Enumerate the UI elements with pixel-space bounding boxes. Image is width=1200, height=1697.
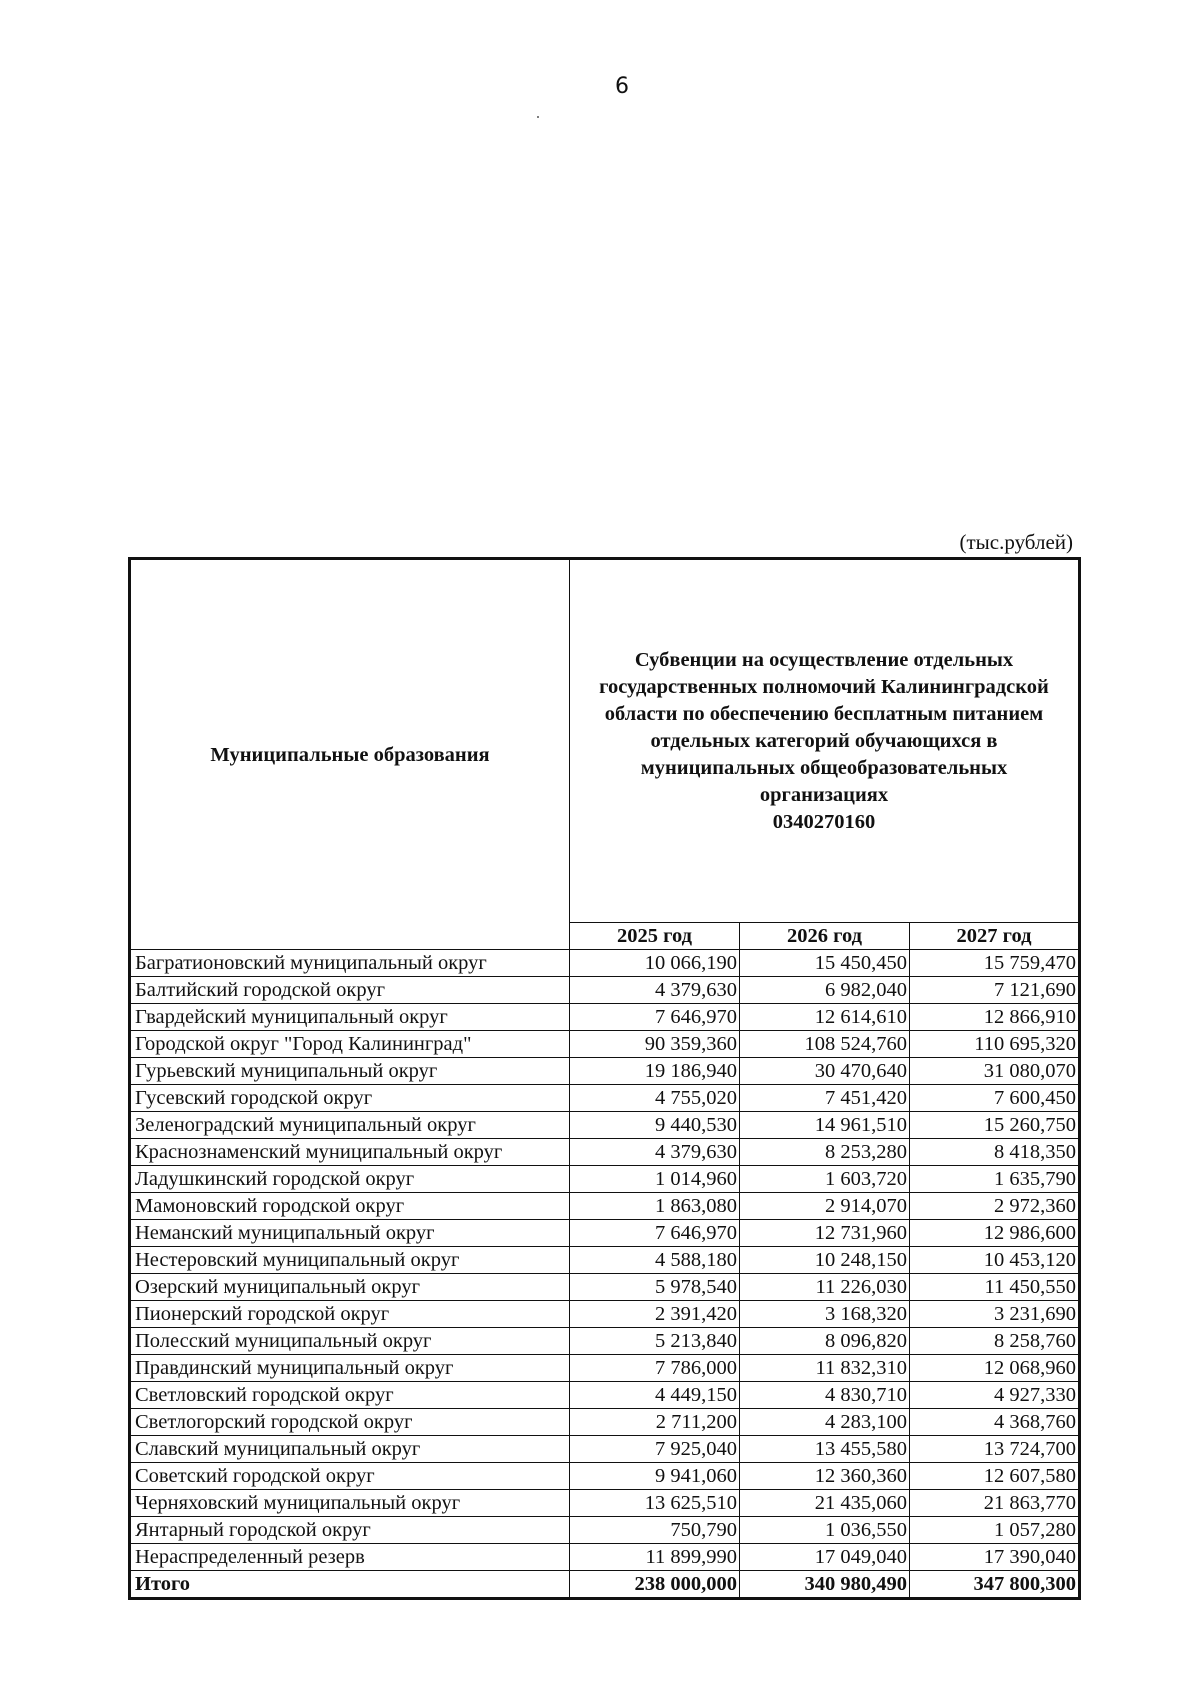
table-row [130,1517,1080,1544]
municipality-name: Неманский муниципальный округ [130,1220,570,1247]
table-row [130,1301,1080,1328]
year-header-2025: 2025 год [570,923,740,950]
value-2027: 8 258,760 [910,1328,1080,1355]
table-row [130,1544,1080,1571]
value-2025: 4 755,020 [570,1085,740,1112]
value-2027: 12 068,960 [910,1355,1080,1382]
value-2025: 750,790 [570,1517,740,1544]
value-2025: 4 379,630 [570,1139,740,1166]
municipality-name: Полесский муниципальный округ [130,1328,570,1355]
value-2027: 7 121,690 [910,977,1080,1004]
table-row [130,1085,1080,1112]
value-2026: 12 614,610 [740,1004,910,1031]
subvention-column-header [570,559,1080,923]
value-2027: 12 866,910 [910,1004,1080,1031]
subvention-title: Субвенции на осуществление отдельных государственных полномочий Калининградской области по обеспечению бесплатным питанием отдельных категорий обучающихся в муниципальных общеобразовательных организациях [599,648,1049,806]
value-2026: 8 096,820 [740,1328,910,1355]
value-2027: 15 759,470 [910,950,1080,977]
municipality-name: Городской округ "Город Калининград" [130,1031,570,1058]
value-2025: 7 646,970 [570,1004,740,1031]
value-2026: 21 435,060 [740,1490,910,1517]
value-2025: 5 213,840 [570,1328,740,1355]
value-2025: 9 440,530 [570,1112,740,1139]
table-row [130,1274,1080,1301]
table-row [130,1166,1080,1193]
value-2025: 11 899,990 [570,1544,740,1571]
value-2026: 1 603,720 [740,1166,910,1193]
value-2026: 17 049,040 [740,1544,910,1571]
municipality-name: Правдинский муниципальный округ [130,1355,570,1382]
table-row [130,950,1080,977]
table-row [130,1112,1080,1139]
table-body [130,950,1080,1599]
value-2026: 3 168,320 [740,1301,910,1328]
table-row [130,1247,1080,1274]
table-row [130,1328,1080,1355]
municipality-name: Гвардейский муниципальный округ [130,1004,570,1031]
value-2025: 7 786,000 [570,1355,740,1382]
total-row [130,1571,1080,1599]
value-2027: 8 418,350 [910,1139,1080,1166]
table-row [130,1355,1080,1382]
subvention-table-container [128,557,1078,1600]
value-2025: 7 925,040 [570,1436,740,1463]
table-row [130,1436,1080,1463]
value-2026: 30 470,640 [740,1058,910,1085]
value-2025: 4 588,180 [570,1247,740,1274]
municipality-name: Светловский городской округ [130,1382,570,1409]
municipality-name: Гурьевский муниципальный округ [130,1058,570,1085]
value-2027: 12 607,580 [910,1463,1080,1490]
value-2025: 4 379,630 [570,977,740,1004]
value-2026: 11 226,030 [740,1274,910,1301]
table-row [130,1031,1080,1058]
value-2027: 12 986,600 [910,1220,1080,1247]
table-row [130,1058,1080,1085]
table-row [130,1409,1080,1436]
value-2027: 15 260,750 [910,1112,1080,1139]
municipality-name: Краснознаменский муниципальный округ [130,1139,570,1166]
value-2027: 17 390,040 [910,1544,1080,1571]
total-2026: 340 980,490 [740,1571,910,1599]
value-2026: 14 961,510 [740,1112,910,1139]
value-2025: 10 066,190 [570,950,740,977]
value-2027: 3 231,690 [910,1301,1080,1328]
value-2026: 7 451,420 [740,1085,910,1112]
value-2026: 11 832,310 [740,1355,910,1382]
value-2025: 7 646,970 [570,1220,740,1247]
value-2026: 12 360,360 [740,1463,910,1490]
table-row [130,1382,1080,1409]
value-2025: 1 863,080 [570,1193,740,1220]
table-row [130,977,1080,1004]
page-number: 6 [615,74,629,99]
value-2025: 5 978,540 [570,1274,740,1301]
table-row [130,1004,1080,1031]
municipality-name: Пионерский городской округ [130,1301,570,1328]
table-row [130,1220,1080,1247]
subvention-code: 0340270160 [772,810,876,833]
municipality-name: Нераспределенный резерв [130,1544,570,1571]
table-row [130,1193,1080,1220]
municipality-name: Озерский муниципальный округ [130,1274,570,1301]
value-2026: 8 253,280 [740,1139,910,1166]
value-2027: 13 724,700 [910,1436,1080,1463]
value-2025: 2 391,420 [570,1301,740,1328]
value-2026: 6 982,040 [740,977,910,1004]
value-2025: 1 014,960 [570,1166,740,1193]
value-2025: 9 941,060 [570,1463,740,1490]
municipality-name: Славский муниципальный округ [130,1436,570,1463]
value-2027: 110 695,320 [910,1031,1080,1058]
value-2026: 12 731,960 [740,1220,910,1247]
value-2025: 19 186,940 [570,1058,740,1085]
total-label: Итого [130,1571,570,1599]
value-2026: 4 283,100 [740,1409,910,1436]
value-2026: 13 455,580 [740,1436,910,1463]
units-label: (тыс.рублей) [959,530,1073,554]
municipality-name: Гусевский городской округ [130,1085,570,1112]
municipality-name: Мамоновский городской округ [130,1193,570,1220]
value-2027: 11 450,550 [910,1274,1080,1301]
value-2026: 108 524,760 [740,1031,910,1058]
total-2027: 347 800,300 [910,1571,1080,1599]
municipality-name: Нестеровский муниципальный округ [130,1247,570,1274]
municipality-name: Зеленоградский муниципальный округ [130,1112,570,1139]
total-2025: 238 000,000 [570,1571,740,1599]
value-2027: 1 057,280 [910,1517,1080,1544]
year-header-2027: 2027 год [910,923,1080,950]
value-2026: 2 914,070 [740,1193,910,1220]
scan-speck [537,116,539,118]
value-2026: 4 830,710 [740,1382,910,1409]
value-2027: 1 635,790 [910,1166,1080,1193]
value-2027: 21 863,770 [910,1490,1080,1517]
value-2027: 2 972,360 [910,1193,1080,1220]
value-2026: 1 036,550 [740,1517,910,1544]
municipality-column-header: Муниципальные образования [130,559,570,950]
municipality-name: Светлогорский городской округ [130,1409,570,1436]
value-2025: 90 359,360 [570,1031,740,1058]
table-row [130,1490,1080,1517]
municipality-name: Балтийский городской округ [130,977,570,1004]
municipality-name: Черняховский муниципальный округ [130,1490,570,1517]
municipality-name: Ладушкинский городской округ [130,1166,570,1193]
header-row [130,559,1080,923]
value-2026: 10 248,150 [740,1247,910,1274]
municipality-name: Янтарный городской округ [130,1517,570,1544]
value-2027: 31 080,070 [910,1058,1080,1085]
value-2027: 4 368,760 [910,1409,1080,1436]
value-2027: 10 453,120 [910,1247,1080,1274]
table-row [130,1463,1080,1490]
value-2026: 15 450,450 [740,950,910,977]
subvention-table [128,557,1081,1600]
value-2027: 4 927,330 [910,1382,1080,1409]
value-2025: 4 449,150 [570,1382,740,1409]
value-2025: 13 625,510 [570,1490,740,1517]
value-2027: 7 600,450 [910,1085,1080,1112]
year-header-2026: 2026 год [740,923,910,950]
municipality-name: Советский городской округ [130,1463,570,1490]
table-row [130,1139,1080,1166]
value-2025: 2 711,200 [570,1409,740,1436]
municipality-name: Багратионовский муниципальный округ [130,950,570,977]
